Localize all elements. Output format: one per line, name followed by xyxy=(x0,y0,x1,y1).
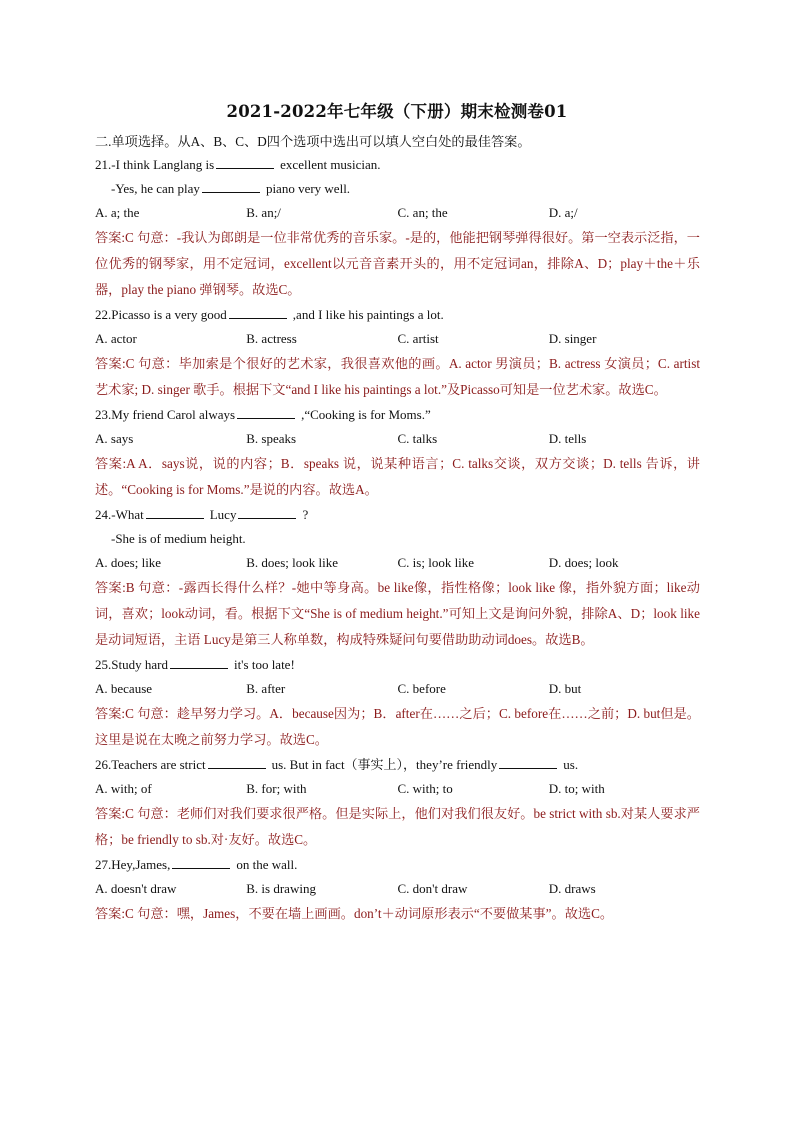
question-text: 24.-What xyxy=(95,507,144,522)
answer-blank xyxy=(146,506,204,519)
option-item: D. a;/ xyxy=(548,205,578,220)
option-item: A. doesn't draw xyxy=(95,881,177,896)
answer-explanation: 答案:B 句意：-露西长得什么样？-她中等身高。be like像，指性格像；look like 像，指外貌方面；like动词，喜欢；look动词，看。根据下文“She is of medium height.”可知上文是询问外貌，排除A、D；look like 是动词短语，主语 Lucy是第三人称单数，构成特殊疑问句要借助助动词does。故选B。 xyxy=(95,580,700,647)
question-text: -She is of medium height. xyxy=(111,531,246,546)
answer-explanation: 答案:A A．says说，说的内容；B．speaks 说，说某种语言；C. talks交谈，双方交谈；D. tells 告诉，讲述。“Cooking is for Moms.”是说的内容。故选A。 xyxy=(95,456,700,497)
question-text: 21.-I think Langlang is xyxy=(95,157,215,172)
option-item: A. actor xyxy=(95,331,137,346)
option-item: B. after xyxy=(246,681,286,696)
question-block xyxy=(95,503,700,653)
question-block xyxy=(95,303,700,403)
answer-blank xyxy=(229,306,287,319)
question-text: it's too late! xyxy=(233,657,295,672)
question-list xyxy=(95,131,700,927)
option-item: A. a; the xyxy=(95,205,140,220)
option-item: D. but xyxy=(548,681,582,696)
question-text: us. But in fact（事实上），they’re friendly xyxy=(271,757,498,772)
option-item: D. tells xyxy=(548,431,587,446)
option-row xyxy=(95,777,700,801)
question-text: 26.Teachers are strict xyxy=(95,757,206,772)
question-text: ,and I like his paintings a lot. xyxy=(292,307,444,322)
option-item: A. because xyxy=(95,681,153,696)
answer-blank xyxy=(499,756,557,769)
answer-explanation: 答案:C 句意：-我认为郎朗是一位非常优秀的音乐家。-是的，他能把钢琴弹得很好。第一空表示泛指，一位优秀的钢琴家，用不定冠词，excellent以元音音素开头的，用不定冠词an，排除A、D；play＋the＋乐器，play the piano 弹钢琴。故选C。 xyxy=(95,230,700,297)
question-text: Lucy xyxy=(209,507,237,522)
option-row xyxy=(95,201,700,225)
option-item: D. to; with xyxy=(548,781,605,796)
answer-blank xyxy=(202,180,260,193)
option-item: D. singer xyxy=(548,331,597,346)
option-item: A. says xyxy=(95,431,134,446)
question-text: ,“Cooking is for Moms.” xyxy=(301,407,431,422)
question-line xyxy=(95,853,700,877)
question-block xyxy=(95,653,700,753)
question-line xyxy=(95,527,700,551)
option-item: B. an;/ xyxy=(246,205,281,220)
answer-blank xyxy=(208,756,266,769)
question-text: 23.My friend Carol always xyxy=(95,407,236,422)
answer-blank xyxy=(172,856,230,869)
question-text: excellent musician. xyxy=(280,157,381,172)
question-text: 25.Study hard xyxy=(95,657,168,672)
question-line xyxy=(95,177,700,201)
option-item: D. draws xyxy=(548,881,596,896)
answer-explanation: 答案:C 句意：老师们对我们要求很严格。但是实际上，他们对我们很友好。be strict with sb.对某人要求严格；be friendly to sb.对·友好。故选C。 xyxy=(95,806,700,847)
page-title: 2021-2022年七年级（下册）期末检测卷01 xyxy=(226,102,568,121)
question-block xyxy=(95,153,700,303)
option-item: A. does; like xyxy=(95,555,162,570)
question-text: piano very well. xyxy=(265,181,351,196)
question-line xyxy=(95,503,700,527)
answer-explanation: 答案:C 句意：毕加索是个很好的艺术家，我很喜欢他的画。A. actor 男演员；B. actress 女演员；C. artist 艺术家; D. singer 歌手。根据下文“and I like his paintings a lot.”及Picasso可知是一位艺术家。故选C。 xyxy=(95,356,700,397)
option-item: C. before xyxy=(397,681,446,696)
option-row xyxy=(95,877,700,901)
question-text: on the wall. xyxy=(236,857,298,872)
option-row xyxy=(95,551,700,575)
answer-explanation: 答案:C 句意：趁早努力学习。A．because因为；B．after在……之后；C. before在……之前；D. but但是。这里是说在太晚之前努力学习。故选C。 xyxy=(95,706,700,747)
option-item: B. speaks xyxy=(246,431,297,446)
option-item: A. with; of xyxy=(95,781,152,796)
section-instruction: 二.单项选择。从A、B、C、D四个选项中选出可以填人空白处的最佳答案。 xyxy=(95,134,531,149)
answer-blank xyxy=(238,506,296,519)
answer-blank xyxy=(237,406,295,419)
option-row xyxy=(95,677,700,701)
option-item: B. actress xyxy=(246,331,297,346)
option-item: C. with; to xyxy=(397,781,453,796)
questions-container xyxy=(95,153,700,927)
option-item: C. talks xyxy=(397,431,438,446)
option-item: B. is drawing xyxy=(246,881,316,896)
option-item: C. artist xyxy=(397,331,439,346)
question-line xyxy=(95,153,700,177)
answer-blank xyxy=(170,656,228,669)
question-text: -Yes, he can play xyxy=(111,181,200,196)
option-item: C. is; look like xyxy=(397,555,475,570)
question-text: us. xyxy=(563,757,579,772)
option-row xyxy=(95,327,700,351)
question-text: 27.Hey,James, xyxy=(95,857,171,872)
option-item: C. an; the xyxy=(397,205,448,220)
answer-blank xyxy=(216,156,274,169)
question-text: ? xyxy=(302,507,309,522)
question-line xyxy=(95,303,700,327)
question-line xyxy=(95,753,700,777)
option-item: B. does; look like xyxy=(246,555,338,570)
answer-explanation: 答案:C 句意：嘿，James，不要在墙上画画。don’t＋动词原形表示“不要做某事”。故选C。 xyxy=(95,906,614,921)
option-item: D. does; look xyxy=(548,555,619,570)
question-line xyxy=(95,653,700,677)
question-line xyxy=(95,403,700,427)
question-text: 22.Picasso is a very good xyxy=(95,307,227,322)
option-item: B. for; with xyxy=(246,781,307,796)
question-block xyxy=(95,853,700,927)
option-item: C. don't draw xyxy=(397,881,468,896)
question-block xyxy=(95,753,700,853)
question-block xyxy=(95,403,700,503)
option-row xyxy=(95,427,700,451)
